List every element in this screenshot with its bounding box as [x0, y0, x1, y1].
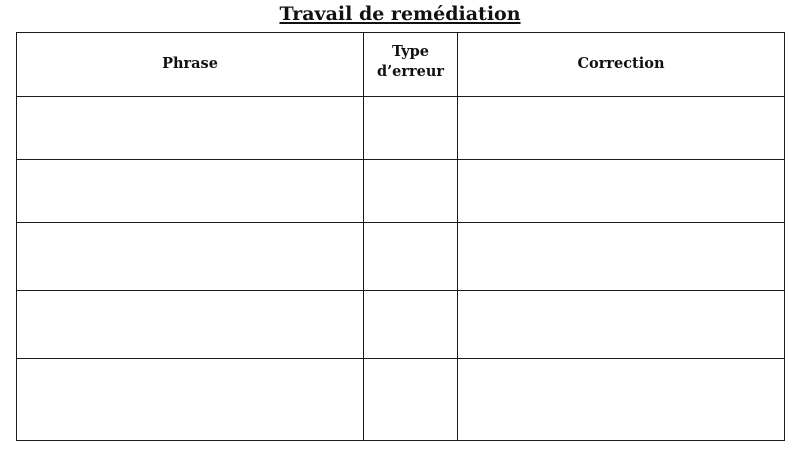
- phrase-cell[interactable]: [17, 291, 364, 359]
- table-row: [17, 223, 785, 291]
- table-row: [17, 160, 785, 223]
- header-type-erreur: [364, 33, 458, 97]
- table-header-row: [17, 33, 785, 97]
- correction-cell[interactable]: [458, 359, 785, 441]
- remediation-table: [16, 32, 785, 441]
- type-erreur-cell[interactable]: [364, 291, 458, 359]
- phrase-cell[interactable]: [17, 97, 364, 160]
- correction-cell[interactable]: [458, 160, 785, 223]
- table-row: [17, 97, 785, 160]
- phrase-cell[interactable]: [17, 223, 364, 291]
- page-title: Travail de remédiation: [279, 3, 521, 25]
- table-row: [17, 291, 785, 359]
- type-erreur-cell[interactable]: [364, 223, 458, 291]
- type-erreur-cell[interactable]: [364, 97, 458, 160]
- correction-cell[interactable]: [458, 223, 785, 291]
- type-erreur-cell[interactable]: [364, 359, 458, 441]
- type-erreur-cell[interactable]: [364, 160, 458, 223]
- header-type-label-line1: Type: [392, 42, 429, 60]
- header-phrase: [17, 33, 364, 97]
- header-phrase-label: Phrase: [162, 54, 218, 72]
- table-row: [17, 359, 785, 441]
- correction-cell[interactable]: [458, 97, 785, 160]
- correction-cell[interactable]: [458, 291, 785, 359]
- header-correction: [458, 33, 785, 97]
- header-type-label-line2: d’erreur: [376, 62, 445, 80]
- phrase-cell[interactable]: [17, 359, 364, 441]
- phrase-cell[interactable]: [17, 160, 364, 223]
- header-correction-label: Correction: [577, 54, 665, 72]
